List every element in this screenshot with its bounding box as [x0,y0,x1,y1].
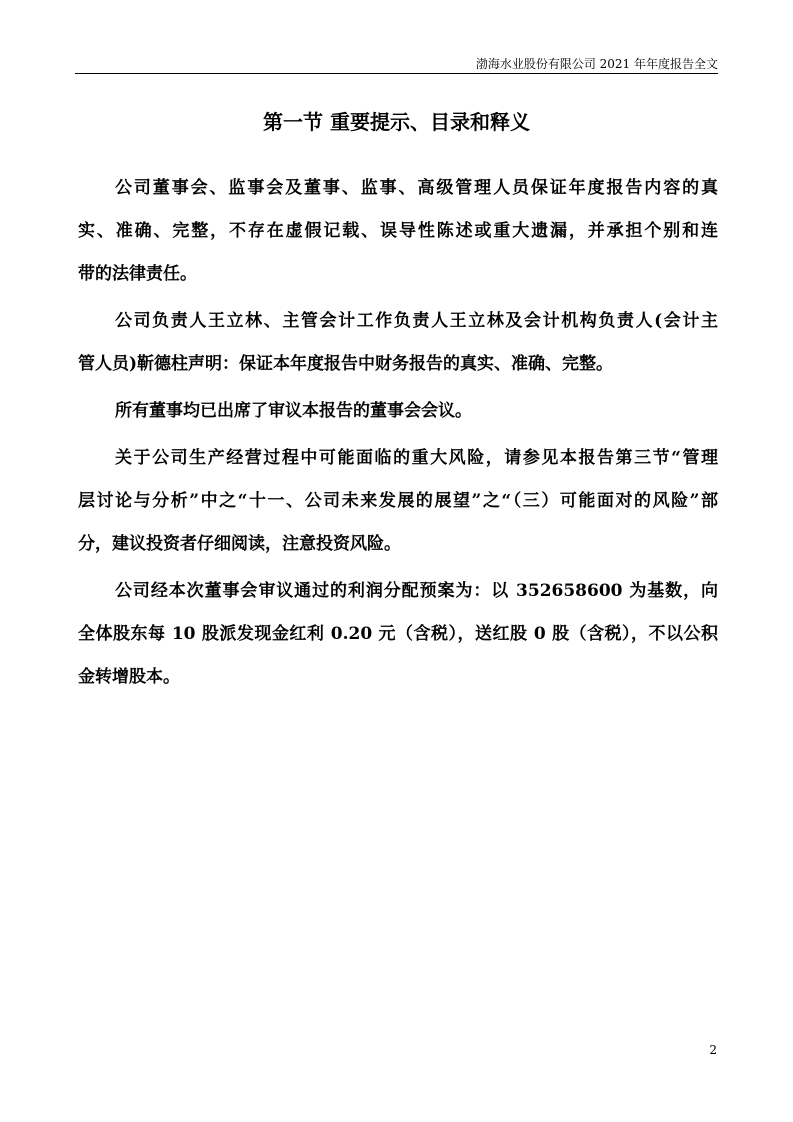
paragraph-responsibility-statement [78,167,718,296]
running-header: 渤海水业股份有限公司 2021 年年度报告全文 [475,57,718,71]
body-text [78,167,718,703]
paragraph-line: 全体股东每 10 股派发现金红利 0.20 元（含税），送红股 0 股（含税），不以公积 [78,624,718,644]
paragraph-line: 公司负责人王立林、主管会计工作负责人王立林及会计机构负责人(会计主 [115,311,718,331]
paragraph-profit-distribution [78,570,718,699]
paragraph-risk-notice [78,437,718,566]
paragraph-line: 公司董事会、监事会及董事、监事、高级管理人员保证年度报告内容的真 [115,178,718,198]
paragraph-financial-statement-declaration [78,300,718,386]
paragraph-line: 分，建议投资者仔细阅读，注意投资风险。 [78,534,401,554]
paragraph-line: 实、准确、完整，不存在虚假记载、误导性陈述或重大遗漏，并承担个别和连 [78,221,718,241]
header-rule [75,73,718,74]
section-title: 第一节 重要提示、目录和释义 [263,110,530,134]
paragraph-line: 关于公司生产经营过程中可能面临的重大风险，请参见本报告第三节“管理 [115,448,718,468]
paragraph-board-attendance [78,390,718,433]
paragraph-line: 带的法律责任。 [78,264,197,284]
page-number: 2 [709,1043,717,1057]
paragraph-line: 管人员)靳德柱声明：保证本年度报告中财务报告的真实、准确、完整。 [78,354,614,374]
paragraph-line: 所有董事均已出席了审议本报告的董事会会议。 [115,401,472,421]
paragraph-line: 金转增股本。 [78,667,180,687]
paragraph-line: 层讨论与分析”中之“十一、公司未来发展的展望”之“（三）可能面对的风险”部 [78,491,718,511]
paragraph-line: 公司经本次董事会审议通过的利润分配预案为：以 352658600 为基数，向 [115,581,718,601]
